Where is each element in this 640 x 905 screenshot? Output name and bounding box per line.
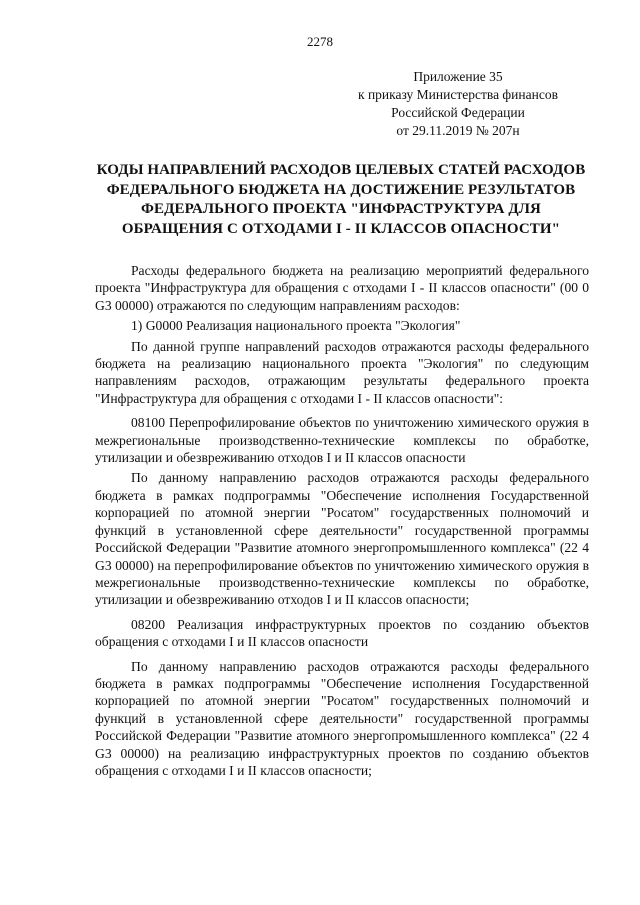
paragraph-code-08200-description: По данному направлению расходов отражаются расходы федерального бюджета в рамках подпрограммы "Обеспечение исполнения Государственной корпорацией по атомной энергии "Росатом" государственных полномочий и функций в установленной сфере деятельности" государственной программы Российской Федерации "Развитие атомного энергопромышленного комплекса" (22 4 G3 00000) на реализацию инфраструктурных проектов по созданию объектов обращения с отходами I и II классов опасности;	[95, 658, 589, 778]
document-body	[95, 262, 589, 779]
appendix-line-1: Приложение 35	[413, 69, 503, 84]
paragraph-group-g0000: 1) G0000 Реализация национального проекта "Экология"	[131, 318, 461, 334]
document-title: КОДЫ НАПРАВЛЕНИЙ РАСХОДОВ ЦЕЛЕВЫХ СТАТЕЙ РАСХОДОВ ФЕДЕРАЛЬНОГО БЮДЖЕТА НА ДОСТИЖЕНИЕ РЕЗУЛЬТАТОВ ФЕДЕРАЛЬНОГО ПРОЕКТА "ИНФРАСТРУКТУРА ДЛЯ ОБРАЩЕНИЯ С ОТХОДАМИ I - II КЛАССОВ ОПАСНОСТИ"	[96, 162, 586, 237]
appendix-line-3: Российской Федерации	[391, 105, 525, 120]
paragraph-code-08100-description: По данному направлению расходов отражаются расходы федерального бюджета в рамках подпрограммы "Обеспечение исполнения Государственной корпорацией по атомной энергии "Росатом" государственных полномочий и функций в установленной сфере деятельности" государственной программы Российской Федерации "Развитие атомного энергопромышленного комплекса" (22 4 G3 00000) на перепрофилирование объектов по уничтожению химического оружия в межрегиональные производственно-технические комплексы по обработке, утилизации и обезвреживанию отходов I и II классов опасности;	[95, 470, 589, 608]
paragraph-intro: Расходы федерального бюджета на реализацию мероприятий федерального проекта "Инфраструктура для обращения с отходами I - II классов опасности" (00 0 G3 00000) отражаются по следующим направлениям расходов:	[95, 263, 589, 313]
paragraph-code-08200: 08200 Реализация инфраструктурных проектов по созданию объектов обращения с отходами I и II классов опасности	[95, 616, 589, 650]
paragraph-group-description: По данной группе направлений расходов отражаются расходы федерального бюджета на реализацию национального проекта "Экология" по следующим направлениям расходов, отражающим результаты федерального проекта "Инфраструктура для обращения с отходами I - II классов опасности":	[95, 338, 589, 406]
page-number: 2278	[307, 34, 333, 49]
paragraph-code-08100: 08100 Перепрофилирование объектов по уничтожению химического оружия в межрегиональные производственно-технические комплексы по обработке, утилизации и обезвреживанию отходов I и II классов опасности	[95, 415, 589, 466]
appendix-line-2: к приказу Министерства финансов	[358, 87, 558, 102]
appendix-line-4: от 29.11.2019 № 207н	[396, 123, 520, 138]
appendix-block	[356, 68, 560, 140]
